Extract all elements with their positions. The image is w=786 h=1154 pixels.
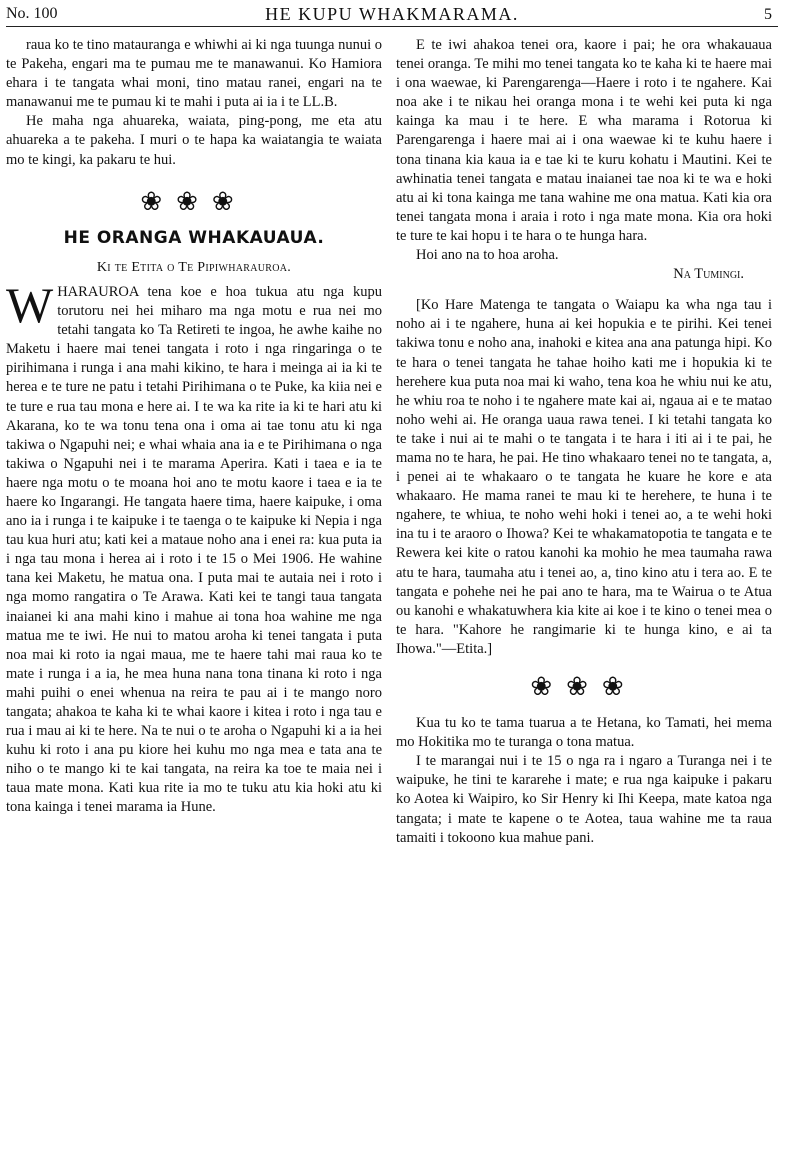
ornament-divider: ❀❀❀ [140, 186, 248, 216]
ornament-divider-right: ❀❀❀ [530, 672, 638, 701]
paragraph-hetana: Kua tu ko te tama tuarua a te Hetana, ko Tamati, hei mema mo Hokitika mo te turanga o tona matua. [396, 715, 772, 751]
right-column [396, 36, 772, 848]
paragraph-closing: Hoi ano na to hoa aroha. [416, 247, 559, 264]
signature-tumingi: Na Tumingi. [673, 266, 744, 283]
article-heading: HE ORANGA WHAKAUAUA. [63, 227, 325, 248]
article-text-left: HARAUROA tena koe e hoa tukua atu nga kupu torutoru nei hei miharo ma nga motu e rua nei mo tetahi tangata ko Ta Retireti te ingoa, he awhe kaihe no Maketu i haere mai tenei tangata i roto i nga ringaringa o te pirihimana i runga i ana mahi kikino, te hara i meinga ai ia ki te herea e te ture ne patu i tetahi Pirihimana o te Puke, ka kiia nei e te ture e rua tau mona e here ai. I te wa ka rite ia ki te hari atu ki Akarana, ko te wa tonu tena ona i oma ai tae tonu atu ki nga takiwa o Ngapuhi nei; e whai whaia ana ia e te Pirihimana o nga takiwa o Ngapuhi nei i te marama Aperira. Kati i taea e ia te haere nga motu o te moana hoi ano te motu kaore i taea e ia te haere ko Ingarangi. He tangata haere tima, haere kaipuke, i oma ano ia i runga i te kaipuke i te taenga o te kaipuke ki Nepia i nga tau kua huri atu; kati kei a mataue noho ana i enei ra: kua puta ia i nga tau mona i herea ai i roto i te 15 o Mei 1906. He wahine tana kei Maketu, he matua ona. I puta mai te autaia nei i roto i nga momo rangatira o Te Arawa. Kati kei te tangi taua tangata inaianei ki ana mahi kino i mahue ai tona hoa wahine me nga matua me te iwi. He nui to matou aroha ki tenei tangata i puta noa mai ki roto ia ngai maua, me te haere tahi mai raua ko te mate i runga i a ia, he mea huna nana tona tinana ki roto i nga mahi puihi o enei whenua na reira te pau ai i te mango noro tangata; ahakoa te kaha ki te whai kaore i kitea i roto i nga tau e rua i mau ai ki te here. Na te nui o te aroha o Ngapuhi ki a ia hei kuhu ki roto i ana pu kiore hei kuhu mo nga mea e tata ana te niho o te mango ki te kai tangata, na reira ka toe te maia nei i taua mate mona. Kati kua rite ia mo te tuku atu kia hoki atu ki tona kainga i tenei marama ia Hune. [6, 283, 382, 816]
publication-title: HE KUPU WHAKMARAMA. [265, 4, 519, 24]
page-number: 5 [764, 6, 772, 23]
issue-number: No. 100 [6, 5, 58, 22]
article-subheading: Ki te Etita o Te Pipiwharauroa. [96, 259, 292, 275]
editor-note: [Ko Hare Matenga te tangata o Waiapu ka wha nga tau i noho ai i te ngahere, huna ai kei hopukia e te pirihi. Kei tenei takiwa tonu e noho ana, inahoki e kitea ana ana patunga hipi. Ko te hara o tenei tangata he tahae hoiho kati me i hopukia ki te herehere kua puta noa mai ki waho, tena koa he whiu nui ke atu, he whiu roa te noho i te ngahere mate kai ai, ngaua ai e te matao noho wehi ai. He oranga uaua rawa tenei. I ki tetahi tangata ko te take i nui ai te mahi o te tangata i te hara i iti ai i te pai, he mama no te hara, he pai. He tino whakaaro tenei no te tangata, a, i penei ai te whakaaro o te tangata he kuare he kore e ata whakaaro. He mama ranei te mau ki te herehere, te huna i te ngahere, te whiua, te noho wehi hoki i tenei ao, a te wehi hoki ina tu i te araoro o Ihowa? Kei te whakamatopotia te tangata e te Rewera kei kite o ratou kanohi ka mohio he mea taumaha rawa atu te hara, taumaha atu i tenei ao, a, tino kino atu i tera ao. E te tangata e pohehe nei he pai ano te hara, ma te Wairua o te Atua ou kanohi e whakatuwhera kia kite ai koe i te kino o tenei mea o te hara. "Kahore he rangimarie ki te hunga kino, e ai ta Ihowa."—Etita.] [396, 297, 772, 657]
paragraph-oranga: E te iwi ahakoa tenei ora, kaore i pai; he ora whakauaua tenei oranga. Te mihi mo tenei tangata ko te kaha ki te haere mai i ona waewae, ki Parengarenga—Haere i roto i te ngahere. Kai noa ake i te nikau hei oranga mona i te wehi kei puta ki nga kainga ka mau i te here. E wha marama i Rotorua ki Parengarenga i haere mai ai i ona waewae ki te kuhu haere i tona tinana kia kaua ia e tae ki te kuru kohatu i Mautini. Kei te awhinatia tenei tangata e matau inaianei tae noa ki te wa e hoki atu ai ki tona kainga me tana wahine me ona matua. Kati kia ora tenei tangata mona i araia i roto i nga mate mona. Kia ora hoki te ture te kai hopu i te hara o te hunga hara. [396, 37, 772, 244]
drop-cap: W [6, 276, 54, 333]
paragraph-hamiora: raua ko te tino matauranga e whiwhi ai ki nga tuunga nunui o te Pakeha, engari ma te pumau me te manawanui. Ko Hamiora ehara i te tangata whai moni, tino matau ranei, engari na te manawanui me te pumau ki te mahi i puta ai ia i te LL.B. [6, 37, 382, 111]
paragraph-waiata: He maha nga ahuareka, waiata, ping-pong, me eta atu ahuareka a te pakeha. I muri o te hapa ka waiatangia te waiata mo te kingi, ka pakaru te hui. [6, 113, 382, 168]
paragraph-marangai: I te marangai nui i te 15 o nga ra i ngaro a Turanga nei i te waipuke, he tini te kararehe i mate; e rua nga kaipuke i pakaru ko Aotea ki Waipiro, ko Sir Henry ki Ihi Keepa, mate katoa nga tangata; i mate te kapene o te Aotea, taua wahine me ta raua tamaiti i tokoono kua mahue pani. [396, 753, 772, 846]
left-column [6, 36, 382, 818]
article-body-left [6, 276, 382, 818]
page-header [6, 4, 778, 27]
